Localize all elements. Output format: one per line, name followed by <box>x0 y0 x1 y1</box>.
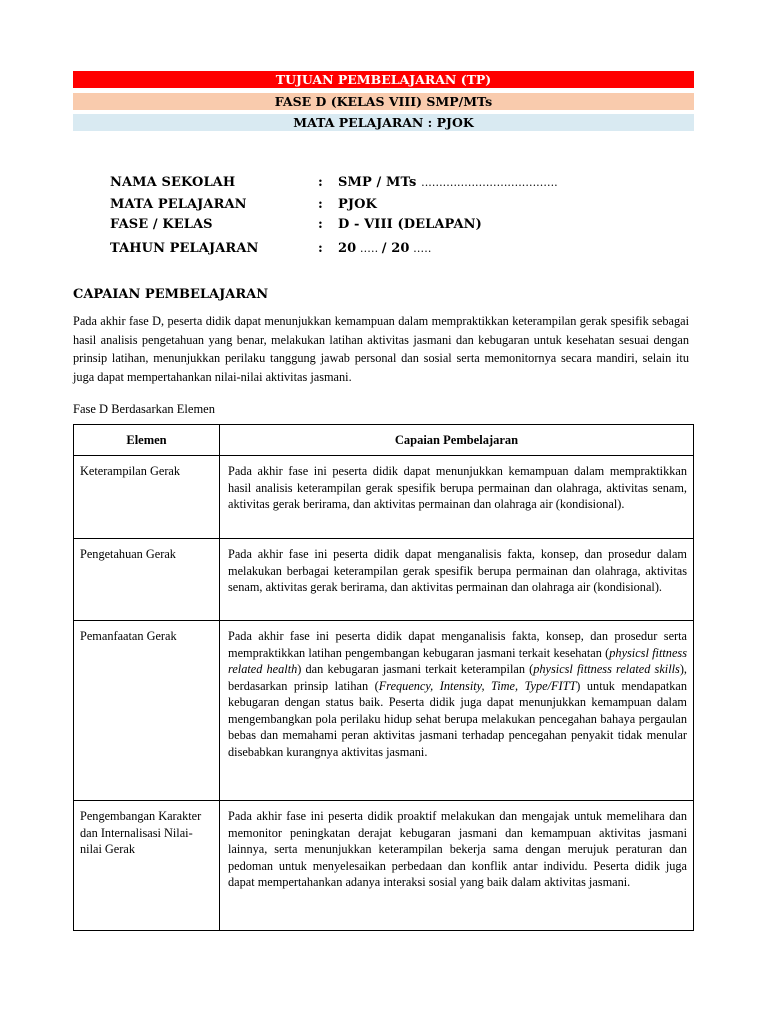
capaian-term: physicsl fittness related skills <box>533 662 680 676</box>
capaian-text: Pada akhir fase ini peserta didik dapat menganalisis fakta, konsep, dan prosedur serta mempraktikkan latihan pengembangan kebugaran jasmani terkait kesehatan ( <box>228 629 687 660</box>
elemen-cell: Pemanfaatan Gerak <box>74 621 220 801</box>
section-title: CAPAIAN PEMBELAJARAN <box>73 287 269 302</box>
info-label: NAMA SEKOLAH <box>110 175 236 190</box>
fase-element-label: Fase D Berdasarkan Elemen <box>73 402 215 416</box>
info-value: PJOK <box>338 197 377 212</box>
table-header-row <box>74 425 694 456</box>
elemen-table <box>73 424 694 931</box>
table-row <box>74 801 694 931</box>
table-row <box>74 539 694 621</box>
capaian-term: Frequency, Intensity, Time, Type/FITT <box>378 678 577 693</box>
capaian-text: ), berdasarkan prinsip latihan ( <box>228 662 687 693</box>
capaian-text: ) dan kebugaran jasmani terkait keterampilan ( <box>297 662 534 676</box>
info-label: FASE / KELAS <box>110 217 213 232</box>
capaian-cell: Pada akhir fase ini peserta didik dapat menganalisis fakta, konsep, dan prosedur dalam melakukan berbagai keterampilan gerak spesifik berupa permainan dan olahraga, aktivitas senam, aktivitas gerak berirama, dan aktivitas permainan dan olahraga air (kondisional). <box>220 539 694 621</box>
info-label: TAHUN PELAJARAN <box>110 241 259 256</box>
fill-dots: ….. <box>356 242 382 255</box>
capaian-term: physicsl fittness related health <box>228 645 687 676</box>
column-header-capaian: Capaian Pembelajaran <box>220 425 694 456</box>
year-end: / 20 <box>381 241 410 256</box>
capaian-paragraph: Pada akhir fase D, peserta didik dapat menunjukkan kemampuan dalam mempraktikkan keterampilan gerak spesifik sebagai hasil analisis pengetahuan yang benar, melakukan latihan aktivitas jasmani dan kebugaran untuk kesehatan sesuai dengan prinsip latihan, menunjukkan perilaku tanggung jawab personal dan sosial serta memonitornya secara mandiri, selain itu juga dapat mempertahankan nilai-nilai aktivitas jasmani. <box>73 314 689 384</box>
info-colon: : <box>318 175 323 190</box>
title-banner: TUJUAN PEMBELAJARAN (TP) <box>73 71 694 88</box>
elemen-cell: Pengembangan Karakter dan Internalisasi Nilai-nilai Gerak <box>74 801 220 931</box>
mapel-banner: MATA PELAJARAN : PJOK <box>73 114 694 131</box>
capaian-cell <box>220 621 694 801</box>
capaian-cell: Pada akhir fase ini peserta didik dapat menunjukkan kemampuan dalam mempraktikkan hasil analisis keterampilan gerak spesifik berupa permainan dan olahraga, aktivitas senam, aktivitas gerak berirama, dan aktivitas permainan dan olahraga air (kondisional). <box>220 456 694 539</box>
table-row <box>74 621 694 801</box>
table-row <box>74 456 694 539</box>
info-colon: : <box>318 197 323 212</box>
fill-dots: ...................................... <box>421 176 558 189</box>
info-value <box>338 175 558 190</box>
info-colon: : <box>318 241 323 256</box>
fill-dots: ….. <box>409 242 432 255</box>
info-colon: : <box>318 217 323 232</box>
capaian-cell: Pada akhir fase ini peserta didik proaktif melakukan dan mengajak untuk memelihara dan memonitor peningkatan derajat kebugaran jasmani dan kemampuan aktivitas jasmani lainnya, serta menunjukkan keterampilan bekerja sama dengan merujuk peraturan dan pedoman untuk menyelesaikan perbedaan dan konflik antar individu. Peserta didik juga dapat mempertahankan adanya interaksi sosial yang baik dalam aktivitas jasmani. <box>220 801 694 931</box>
column-header-elemen: Elemen <box>74 425 220 456</box>
elemen-cell: Pengetahuan Gerak <box>74 539 220 621</box>
info-value <box>338 241 431 256</box>
elemen-cell: Keterampilan Gerak <box>74 456 220 539</box>
info-label: MATA PELAJARAN <box>110 197 247 212</box>
capaian-text: ) untuk mendapatkan kebugaran dengan status baik. Peserta didik juga dapat menunjukkan kemampuan dalam mengembangkan pola perilaku hidup sehat berupa melakukan pencegahan bahaya pergaulan bebas dan memahami peran aktivitas jasmani terhadap pencegahan penyakit tidak menular disebabkan kurangnya aktivitas jasmani. <box>228 678 688 759</box>
fase-banner: FASE D (KELAS VIII) SMP/MTs <box>73 93 694 110</box>
school-type: SMP / MTs <box>338 175 417 190</box>
year-start: 20 <box>338 241 357 256</box>
info-value: D - VIII (DELAPAN) <box>338 217 482 232</box>
